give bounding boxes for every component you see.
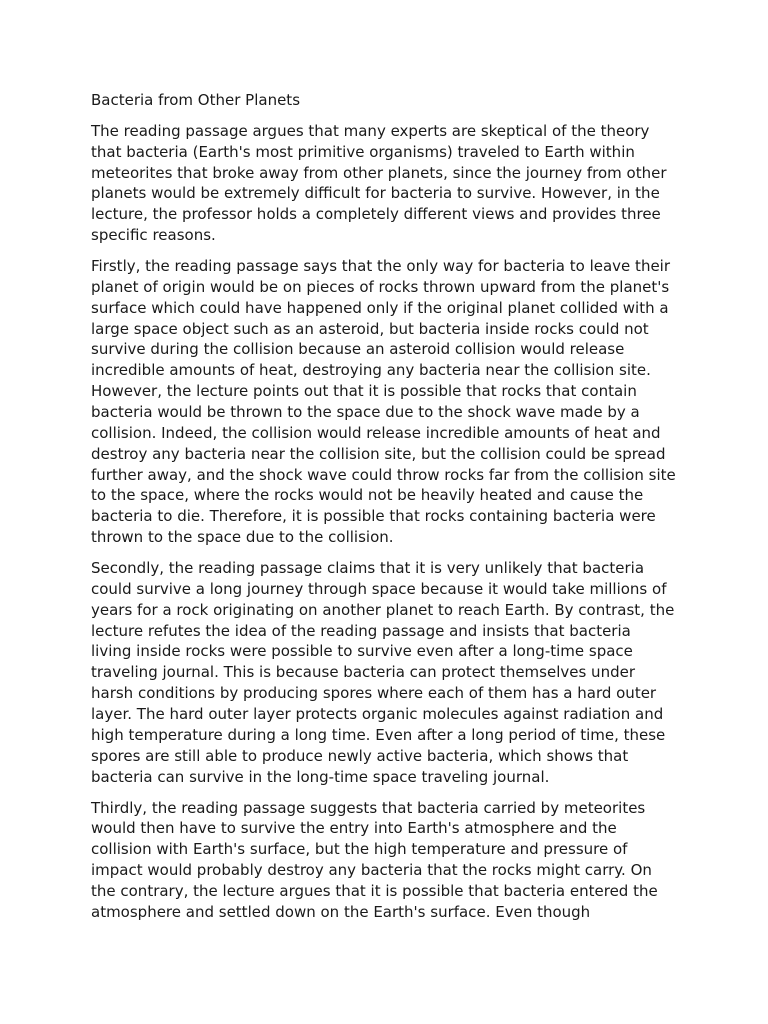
paragraph-line: years for a rock originating on another planet to reach Earth. By contrast, the bbox=[91, 600, 675, 619]
paragraph bbox=[91, 798, 691, 923]
document-body bbox=[91, 121, 691, 923]
paragraph-line: could survive a long journey through space because it would take millions of bbox=[91, 579, 667, 598]
paragraph-line: collision with Earth's surface, but the high temperature and pressure of bbox=[91, 840, 628, 859]
paragraph-line: atmosphere and settled down on the Earth's surface. Even though bbox=[91, 902, 591, 921]
paragraph-line: traveling journal. This is because bacteria can protect themselves under bbox=[91, 663, 635, 682]
paragraph-line: that bacteria (Earth's most primitive organisms) traveled to Earth within bbox=[91, 142, 635, 161]
paragraph-line: Secondly, the reading passage claims that it is very unlikely that bacteria bbox=[91, 559, 645, 578]
paragraph-line: survive during the collision because an asteroid collision would release bbox=[91, 340, 625, 359]
paragraph-line: specific reasons. bbox=[91, 226, 216, 245]
paragraph-line: planets would be extremely difficult for bacteria to survive. However, in the bbox=[91, 184, 660, 203]
paragraph-line: harsh conditions by producing spores where each of them has a hard outer bbox=[91, 684, 657, 703]
document-title: Bacteria from Other Planets bbox=[91, 91, 301, 109]
paragraph-line: impact would probably destroy any bacteria that the rocks might carry. On bbox=[91, 861, 652, 880]
paragraph-line: living inside rocks were possible to survive even after a long-time space bbox=[91, 642, 633, 661]
paragraph-line: further away, and the shock wave could throw rocks far from the collision site bbox=[91, 465, 676, 484]
paragraph-line: However, the lecture points out that it is possible that rocks that contain bbox=[91, 382, 637, 401]
paragraph-line: The reading passage argues that many experts are skeptical of the theory bbox=[91, 121, 650, 140]
paragraph-line: bacteria can survive in the long-time space traveling journal. bbox=[91, 767, 550, 786]
paragraph-line: lecture, the professor holds a completely different views and provides three bbox=[91, 205, 661, 224]
paragraph-line: incredible amounts of heat, destroying any bacteria near the collision site. bbox=[91, 361, 651, 380]
paragraph-line: the contrary, the lecture argues that it is possible that bacteria entered the bbox=[91, 881, 658, 900]
paragraph-line: surface which could have happened only if the original planet collided with a bbox=[91, 298, 669, 317]
paragraph-line: planet of origin would be on pieces of rocks thrown upward from the planet's bbox=[91, 277, 670, 296]
paragraph-line: layer. The hard outer layer protects organic molecules against radiation and bbox=[91, 705, 664, 723]
paragraph-line: collision. Indeed, the collision would release incredible amounts of heat and bbox=[91, 423, 661, 442]
paragraph-line: lecture refutes the idea of the reading passage and insists that bacteria bbox=[91, 621, 631, 640]
paragraph-line: Firstly, the reading passage says that the only way for bacteria to leave their bbox=[91, 257, 671, 276]
document-page bbox=[91, 90, 691, 933]
paragraph-line: bacteria would be thrown to the space due to the shock wave made by a bbox=[91, 403, 640, 421]
paragraph-line: destroy any bacteria near the collision site, but the collision could be spread bbox=[91, 444, 666, 463]
paragraph bbox=[91, 558, 691, 787]
paragraph-line: would then have to survive the entry into Earth's atmosphere and the bbox=[91, 819, 617, 838]
paragraph bbox=[91, 121, 691, 246]
paragraph bbox=[91, 256, 691, 548]
paragraph-line: to the space, where the rocks would not be heavily heated and cause the bbox=[91, 486, 644, 505]
paragraph-line: spores are still able to produce newly active bacteria, which shows that bbox=[91, 746, 629, 765]
paragraph-line: thrown to the space due to the collision. bbox=[91, 528, 394, 547]
paragraph-line: large space object such as an asteroid, but bacteria inside rocks could not bbox=[91, 319, 649, 338]
paragraph-line: meteorites that broke away from other planets, since the journey from other bbox=[91, 163, 667, 182]
paragraph-line: Thirdly, the reading passage suggests that bacteria carried by meteorites bbox=[91, 798, 646, 817]
paragraph-line: bacteria to die. Therefore, it is possible that rocks containing bacteria were bbox=[91, 507, 656, 526]
paragraph-line: high temperature during a long time. Even after a long period of time, these bbox=[91, 725, 666, 744]
